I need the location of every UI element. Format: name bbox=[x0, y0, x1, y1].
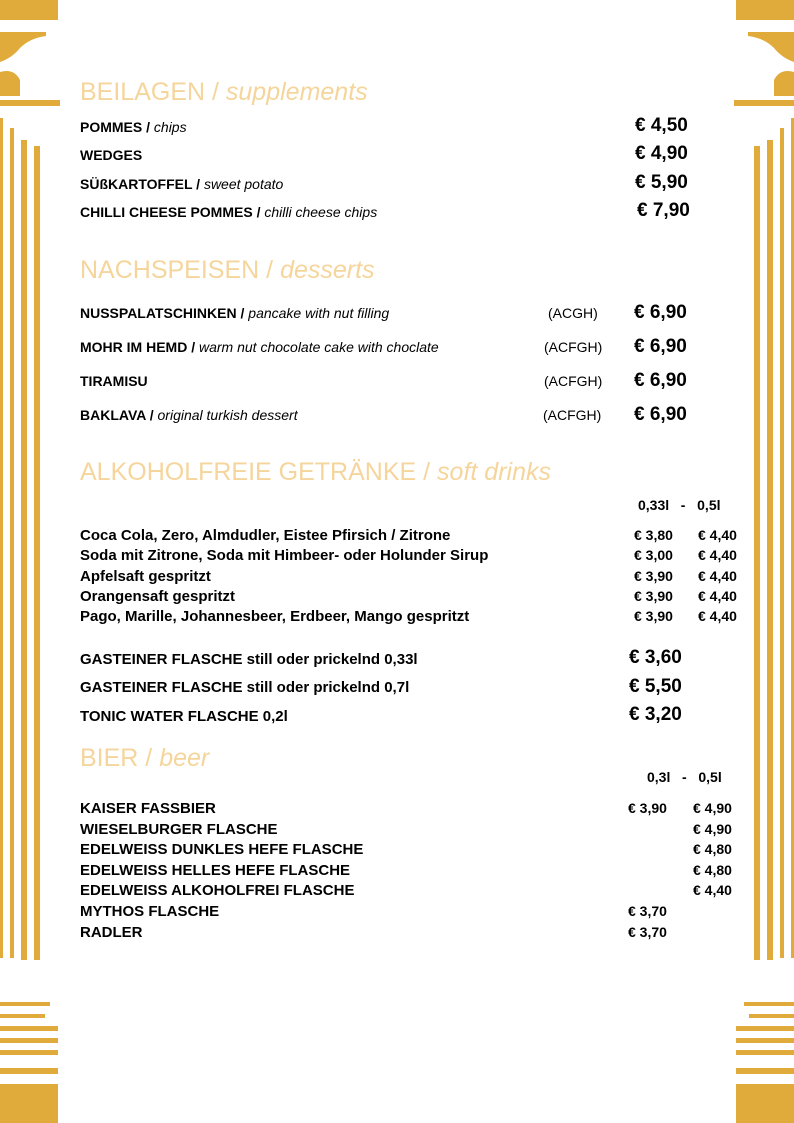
menu-item-price: € 6,90 bbox=[634, 302, 687, 323]
allergen-codes: (ACGH) bbox=[548, 305, 598, 321]
drink-name: Orangensaft gespritzt bbox=[80, 588, 236, 605]
menu-item: POMMES / chips bbox=[80, 119, 187, 135]
drink-price-large: € 4,40 bbox=[698, 547, 737, 563]
beer-price-large: € 4,80 bbox=[693, 841, 732, 857]
beer-price-small: € 3,70 bbox=[628, 924, 667, 940]
beer-price-small: € 3,90 bbox=[628, 800, 667, 816]
menu-item-price: € 4,50 bbox=[635, 115, 688, 136]
menu-item-price: € 5,90 bbox=[635, 172, 688, 193]
drink-price-small: € 3,90 bbox=[634, 608, 673, 624]
beer-name: EDELWEISS DUNKLES HEFE FLASCHE bbox=[80, 841, 364, 858]
menu-item: MOHR IM HEMD / warm nut chocolate cake with choclate bbox=[80, 339, 439, 355]
beer-name: WIESELBURGER FLASCHE bbox=[80, 821, 278, 838]
allergen-codes: (ACFGH) bbox=[543, 407, 602, 423]
beer-name: EDELWEISS ALKOHOLFREI FLASCHE bbox=[80, 882, 355, 899]
menu-item-price: € 7,90 bbox=[637, 200, 690, 221]
section-title-desserts: NACHSPEISEN / desserts bbox=[80, 256, 375, 284]
drink-name: Coca Cola, Zero, Almdudler, Eistee Pfirsich / Zitrone bbox=[80, 527, 451, 544]
bottle-name: TONIC WATER FLASCHE 0,2l bbox=[80, 708, 288, 725]
menu-item-price: € 6,90 bbox=[634, 370, 687, 391]
beer-name: EDELWEISS HELLES HEFE FLASCHE bbox=[80, 862, 351, 879]
beer-name: MYTHOS FLASCHE bbox=[80, 903, 220, 920]
menu-item: WEDGES bbox=[80, 147, 143, 163]
drink-name: Pago, Marille, Johannesbeer, Erdbeer, Mango gespritzt bbox=[80, 608, 470, 625]
bottle-name: GASTEINER FLASCHE still oder prickelnd 0,33l bbox=[80, 651, 418, 668]
allergen-codes: (ACFGH) bbox=[544, 373, 603, 389]
bottle-price: € 5,50 bbox=[629, 676, 682, 697]
drink-price-large: € 4,40 bbox=[698, 568, 737, 584]
drink-name: Apfelsaft gespritzt bbox=[80, 568, 211, 585]
menu-item-price: € 6,90 bbox=[634, 404, 687, 425]
allergen-codes: (ACFGH) bbox=[544, 339, 603, 355]
section-title-soft-drinks: ALKOHOLFREIE GETRÄNKE / soft drinks bbox=[80, 458, 551, 486]
menu-item: CHILLI CHEESE POMMES / chilli cheese chips bbox=[80, 204, 378, 220]
drink-name: Soda mit Zitrone, Soda mit Himbeer- oder Holunder Sirup bbox=[80, 547, 489, 564]
beer-name: RADLER bbox=[80, 924, 143, 941]
menu-item: TIRAMISU bbox=[80, 373, 148, 389]
bottle-price: € 3,20 bbox=[629, 704, 682, 725]
size-header: 0,33l - 0,5l bbox=[638, 497, 721, 513]
menu-item: SÜßKARTOFFEL / sweet potato bbox=[80, 176, 284, 192]
right-pillar-decoration bbox=[734, 0, 794, 1123]
drink-price-small: € 3,00 bbox=[634, 547, 673, 563]
beer-price-large: € 4,90 bbox=[693, 821, 732, 837]
section-title-beer: BIER / beer bbox=[80, 744, 210, 772]
menu-item-price: € 4,90 bbox=[635, 143, 688, 164]
beer-price-large: € 4,40 bbox=[693, 882, 732, 898]
left-pillar-decoration bbox=[0, 0, 60, 1123]
beer-price-small: € 3,70 bbox=[628, 903, 667, 919]
drink-price-large: € 4,40 bbox=[698, 588, 737, 604]
bottle-price: € 3,60 bbox=[629, 647, 682, 668]
beer-price-large: € 4,80 bbox=[693, 862, 732, 878]
drink-price-large: € 4,40 bbox=[698, 527, 737, 543]
drink-price-small: € 3,90 bbox=[634, 568, 673, 584]
bottle-name: GASTEINER FLASCHE still oder prickelnd 0,7l bbox=[80, 679, 410, 696]
menu-item: BAKLAVA / original turkish dessert bbox=[80, 407, 298, 423]
beer-price-large: € 4,90 bbox=[693, 800, 732, 816]
drink-price-large: € 4,40 bbox=[698, 608, 737, 624]
menu-item-price: € 6,90 bbox=[634, 336, 687, 357]
section-title-supplements: BEILAGEN / supplements bbox=[80, 78, 368, 106]
size-header: 0,3l - 0,5l bbox=[647, 769, 722, 785]
beer-name: KAISER FASSBIER bbox=[80, 800, 216, 817]
drink-price-small: € 3,80 bbox=[634, 527, 673, 543]
drink-price-small: € 3,90 bbox=[634, 588, 673, 604]
menu-item: NUSSPALATSCHINKEN / pancake with nut filling bbox=[80, 305, 390, 321]
